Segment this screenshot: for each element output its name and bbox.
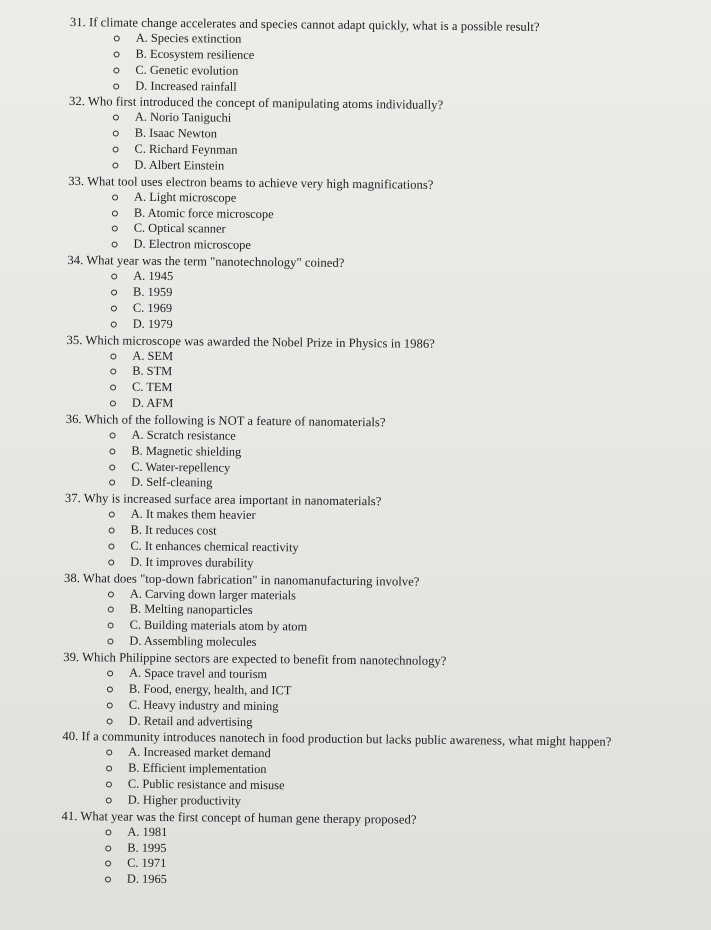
- option-label: C. It enhances chemical reactivity: [130, 538, 299, 555]
- option-label: D. Albert Einstein: [134, 157, 225, 173]
- option-list: [62, 744, 673, 814]
- radio-circle-icon[interactable]: [105, 845, 111, 851]
- question-text: 40. If a community introduces nanotech in food production but lacks public awareness, what might happen?: [62, 729, 612, 750]
- question-text: 33. What tool uses electron beams to achieve very high magnifications?: [68, 173, 434, 192]
- option-label: D. 1979: [132, 316, 173, 331]
- question-text: 32. Who first introduced the concept of manipulating atoms individually?: [69, 94, 444, 113]
- quiz-questions: [61, 14, 680, 893]
- radio-circle-icon[interactable]: [113, 67, 119, 73]
- question-block: [68, 93, 679, 179]
- option-list: [64, 506, 675, 576]
- radio-circle-icon[interactable]: [110, 432, 116, 438]
- radio-circle-icon[interactable]: [113, 83, 119, 89]
- option-list: [61, 824, 672, 894]
- radio-circle-icon[interactable]: [108, 623, 114, 629]
- radio-circle-icon[interactable]: [112, 242, 118, 248]
- radio-circle-icon[interactable]: [112, 162, 118, 168]
- option-label: B. It reduces cost: [130, 522, 217, 538]
- option-label: A. Carving down larger materials: [129, 586, 296, 603]
- radio-circle-icon[interactable]: [114, 35, 120, 41]
- option-label: B. Magnetic shielding: [131, 443, 242, 459]
- radio-circle-icon[interactable]: [110, 353, 116, 359]
- option-label: A. 1945: [133, 268, 174, 284]
- option-label: C. Optical scanner: [133, 221, 226, 237]
- radio-circle-icon[interactable]: [106, 750, 112, 756]
- radio-circle-icon[interactable]: [107, 718, 113, 724]
- option-label: B. 1959: [133, 284, 173, 300]
- radio-circle-icon[interactable]: [113, 131, 119, 137]
- radio-circle-icon[interactable]: [108, 543, 114, 549]
- radio-circle-icon[interactable]: [114, 51, 120, 57]
- radio-circle-icon[interactable]: [112, 226, 118, 232]
- option-label: D. Assembling molecules: [129, 633, 257, 650]
- option-list: [68, 109, 679, 179]
- option-label: D. Self-cleaning: [131, 475, 213, 490]
- question-text: 34. What year was the term "nanotechnology" coined?: [67, 253, 345, 271]
- question-block: [65, 411, 676, 497]
- question-text: 39. Which Philippine sectors are expected to benefit from nanotechnology?: [63, 649, 447, 668]
- question-text: 38. What does "top-down fabrication" in nanomanufacturing involve?: [64, 570, 420, 589]
- option-label: A. 1981: [127, 824, 168, 839]
- question-block: [63, 570, 674, 656]
- question-block: [62, 728, 673, 814]
- option-label: D. Electron microscope: [133, 236, 251, 253]
- option-label: A. Species extinction: [135, 30, 242, 46]
- question-text: 36. Which of the following is NOT a feature of nanomaterials?: [65, 411, 386, 430]
- question-text: 37. Why is increased surface area important in nanomaterials?: [64, 491, 382, 509]
- radio-circle-icon[interactable]: [106, 781, 112, 787]
- option-label: D. 1965: [126, 871, 167, 887]
- option-label: A. It makes them heavier: [130, 506, 256, 523]
- option-label: A. SEM: [132, 348, 174, 363]
- question-text: 35. Which microscope was awarded the Nobel Prize in Physics in 1986?: [66, 332, 435, 351]
- question-text: 41. What year was the first concept of human gene therapy proposed?: [61, 808, 417, 827]
- option-list: [68, 189, 679, 259]
- radio-circle-icon[interactable]: [113, 115, 119, 121]
- option-label: B. Ecosystem resilience: [135, 46, 255, 62]
- radio-circle-icon[interactable]: [105, 829, 111, 835]
- radio-circle-icon[interactable]: [111, 321, 117, 327]
- option-label: A. Space travel and tourism: [129, 665, 268, 682]
- radio-circle-icon[interactable]: [109, 480, 115, 486]
- option-label: D. Retail and advertising: [128, 713, 253, 729]
- option-list: [69, 30, 680, 100]
- radio-circle-icon[interactable]: [110, 385, 116, 391]
- option-label: D. AFM: [131, 395, 174, 411]
- option-list: [63, 665, 674, 735]
- option-label: B. Melting nanoparticles: [129, 602, 253, 618]
- option-label: C. Water-repellency: [131, 459, 231, 475]
- option-list: [65, 427, 676, 497]
- question-text: 31. If climate change accelerates and species cannot adapt quickly, what is a possible result?: [69, 14, 540, 34]
- option-label: C. Richard Feynman: [134, 141, 238, 157]
- radio-circle-icon[interactable]: [107, 702, 113, 708]
- option-label: C. Building materials atom by atom: [129, 617, 308, 634]
- radio-circle-icon[interactable]: [113, 147, 119, 153]
- question-block: [64, 490, 675, 576]
- option-label: B. 1995: [127, 840, 167, 855]
- option-label: B. Food, energy, health, and ICT: [128, 681, 292, 698]
- radio-circle-icon[interactable]: [107, 639, 113, 645]
- radio-circle-icon[interactable]: [110, 400, 116, 406]
- option-label: C. Heavy industry and mining: [128, 697, 279, 713]
- option-label: A. Increased market demand: [128, 745, 271, 761]
- option-label: A. Scratch resistance: [131, 427, 236, 443]
- radio-circle-icon[interactable]: [108, 559, 114, 565]
- option-label: B. Efficient implementation: [128, 760, 267, 777]
- question-block: [69, 14, 680, 100]
- question-block: [66, 331, 677, 417]
- option-label: C. 1969: [132, 300, 173, 315]
- option-list: [63, 586, 674, 656]
- option-label: C. 1971: [127, 856, 167, 871]
- question-block: [68, 173, 679, 259]
- radio-circle-icon[interactable]: [107, 686, 113, 692]
- radio-circle-icon[interactable]: [105, 877, 111, 883]
- question-block: [67, 252, 678, 338]
- radio-circle-icon[interactable]: [112, 210, 118, 216]
- option-label: C. TEM: [132, 379, 173, 395]
- radio-circle-icon[interactable]: [111, 305, 117, 311]
- option-list: [66, 347, 677, 417]
- option-label: B. STM: [132, 364, 173, 379]
- radio-circle-icon[interactable]: [110, 369, 116, 375]
- option-label: D. Increased rainfall: [135, 78, 237, 94]
- option-label: D. Higher productivity: [127, 792, 242, 808]
- option-label: C. Genetic evolution: [135, 62, 239, 78]
- option-label: A. Light microscope: [134, 189, 237, 205]
- question-block: [63, 649, 674, 735]
- radio-circle-icon[interactable]: [109, 528, 115, 534]
- option-list: [67, 268, 678, 338]
- radio-circle-icon[interactable]: [109, 448, 115, 454]
- radio-circle-icon[interactable]: [108, 591, 114, 597]
- radio-circle-icon[interactable]: [109, 512, 115, 518]
- radio-circle-icon[interactable]: [106, 797, 112, 803]
- option-label: C. Public resistance and misuse: [127, 776, 285, 793]
- radio-circle-icon[interactable]: [111, 274, 117, 280]
- radio-circle-icon[interactable]: [105, 861, 111, 867]
- option-label: D. It improves durability: [130, 554, 254, 570]
- option-label: B. Atomic force microscope: [133, 205, 274, 221]
- question-block: [61, 808, 672, 894]
- radio-circle-icon[interactable]: [107, 670, 113, 676]
- radio-circle-icon[interactable]: [106, 766, 112, 772]
- radio-circle-icon[interactable]: [111, 289, 117, 295]
- radio-circle-icon[interactable]: [112, 194, 118, 200]
- radio-circle-icon[interactable]: [108, 607, 114, 613]
- option-label: B. Isaac Newton: [134, 125, 218, 141]
- option-label: A. Norio Taniguchi: [134, 110, 232, 126]
- radio-circle-icon[interactable]: [109, 464, 115, 470]
